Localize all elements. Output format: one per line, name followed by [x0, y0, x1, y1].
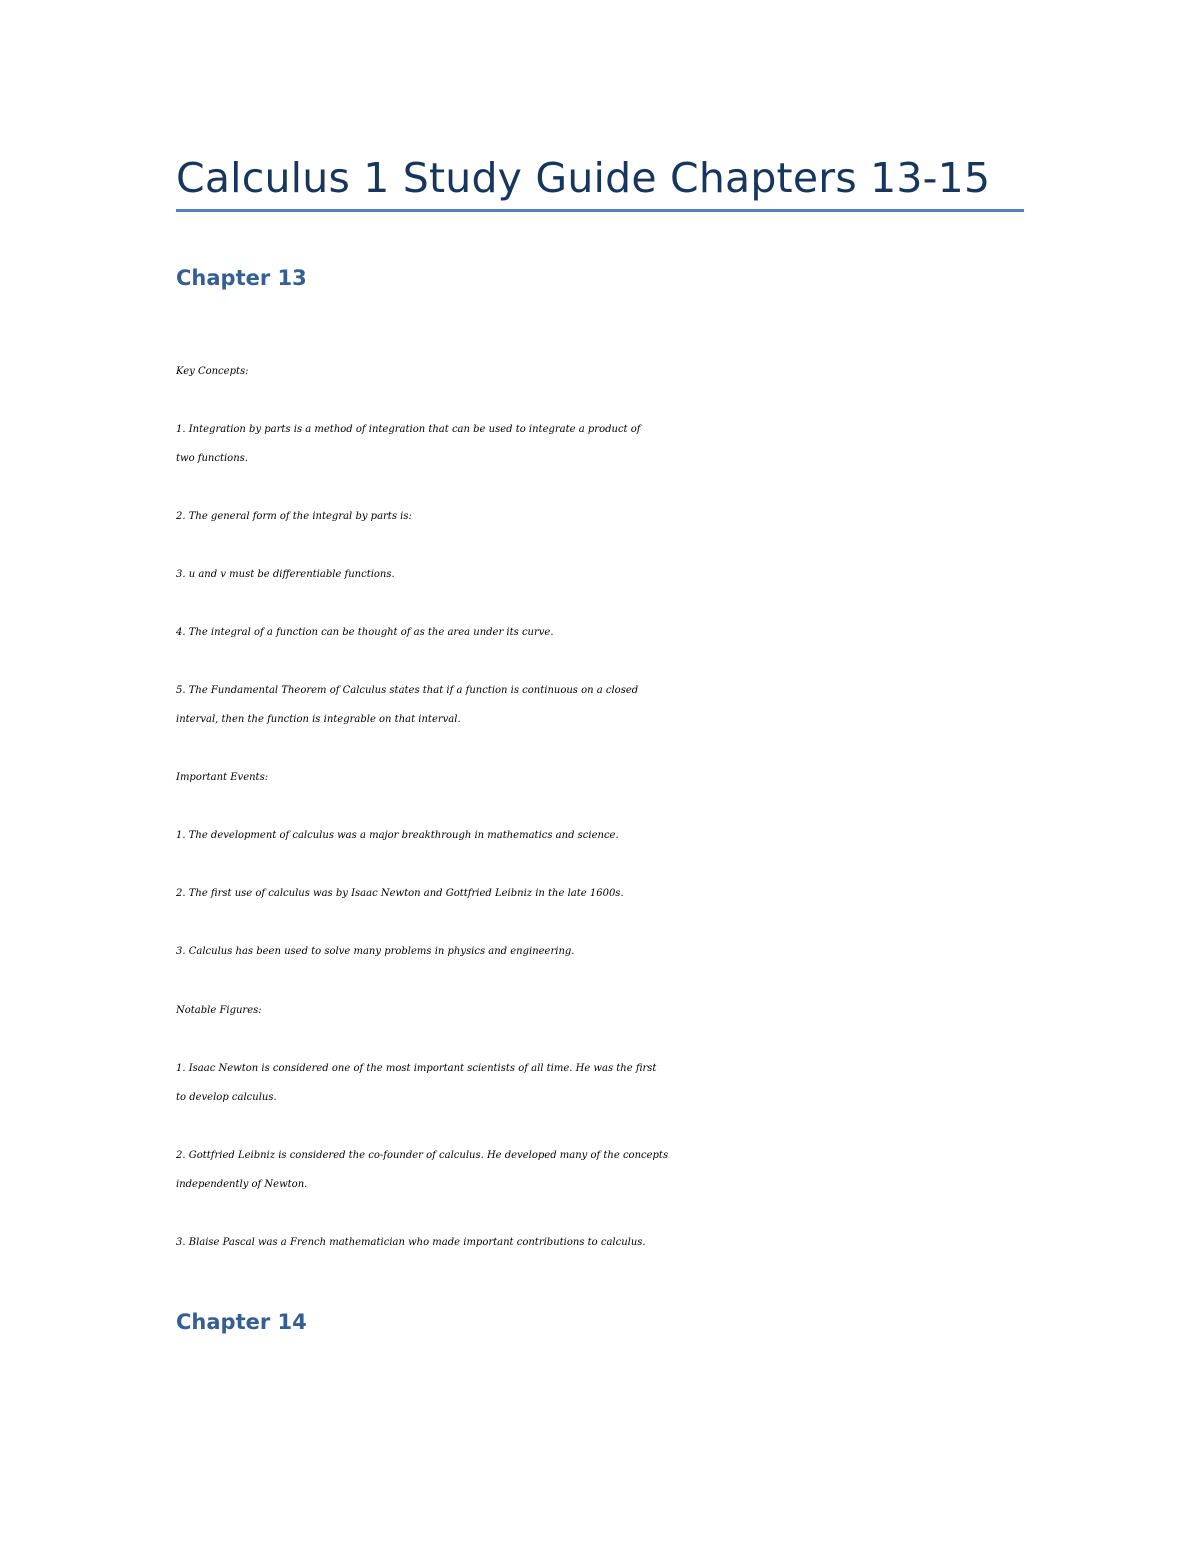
chapter-14-heading: Chapter 14 — [176, 1310, 307, 1334]
key-concept-item — [176, 415, 1036, 473]
notable-figure-line: to develop calculus. — [176, 1092, 277, 1103]
key-concept-item — [176, 676, 1036, 734]
important-event-item: 1. The development of calculus was a major breakthrough in mathematics and science. — [176, 830, 619, 841]
notable-figure-item: 3. Blaise Pascal was a French mathematician who made important contributions to calculus. — [176, 1237, 646, 1248]
key-concept-item: 3. u and v must be differentiable functions. — [176, 569, 395, 580]
key-concept-line: two functions. — [176, 453, 248, 464]
document-title: Calculus 1 Study Guide Chapters 13-15 — [176, 154, 991, 202]
important-event-item: 2. The first use of calculus was by Isaac Newton and Gottfried Leibniz in the late 1600s. — [176, 888, 624, 899]
title-underline — [176, 209, 1024, 212]
key-concept-item: 2. The general form of the integral by parts is: — [176, 511, 412, 522]
notable-figure-line: independently of Newton. — [176, 1179, 308, 1190]
key-concept-item: 4. The integral of a function can be thought of as the area under its curve. — [176, 627, 554, 638]
notable-figures-label: Notable Figures: — [176, 1005, 262, 1016]
important-event-item: 3. Calculus has been used to solve many problems in physics and engineering. — [176, 946, 575, 957]
chapter-13-heading: Chapter 13 — [176, 266, 307, 290]
notable-figure-line: 2. Gottfried Leibniz is considered the co-founder of calculus. He developed many of the concepts — [176, 1150, 669, 1161]
key-concepts-label: Key Concepts: — [176, 366, 249, 377]
key-concept-line: interval, then the function is integrable on that interval. — [176, 714, 461, 725]
notable-figure-item — [176, 1141, 1036, 1199]
notable-figure-item — [176, 1054, 1036, 1112]
notable-figure-line: 1. Isaac Newton is considered one of the most important scientists of all time. He was the first — [176, 1063, 657, 1074]
important-events-label: Important Events: — [176, 772, 269, 783]
key-concept-line: 1. Integration by parts is a method of integration that can be used to integrate a product of — [176, 424, 641, 435]
key-concept-line: 5. The Fundamental Theorem of Calculus states that if a function is continuous on a closed — [176, 685, 639, 696]
